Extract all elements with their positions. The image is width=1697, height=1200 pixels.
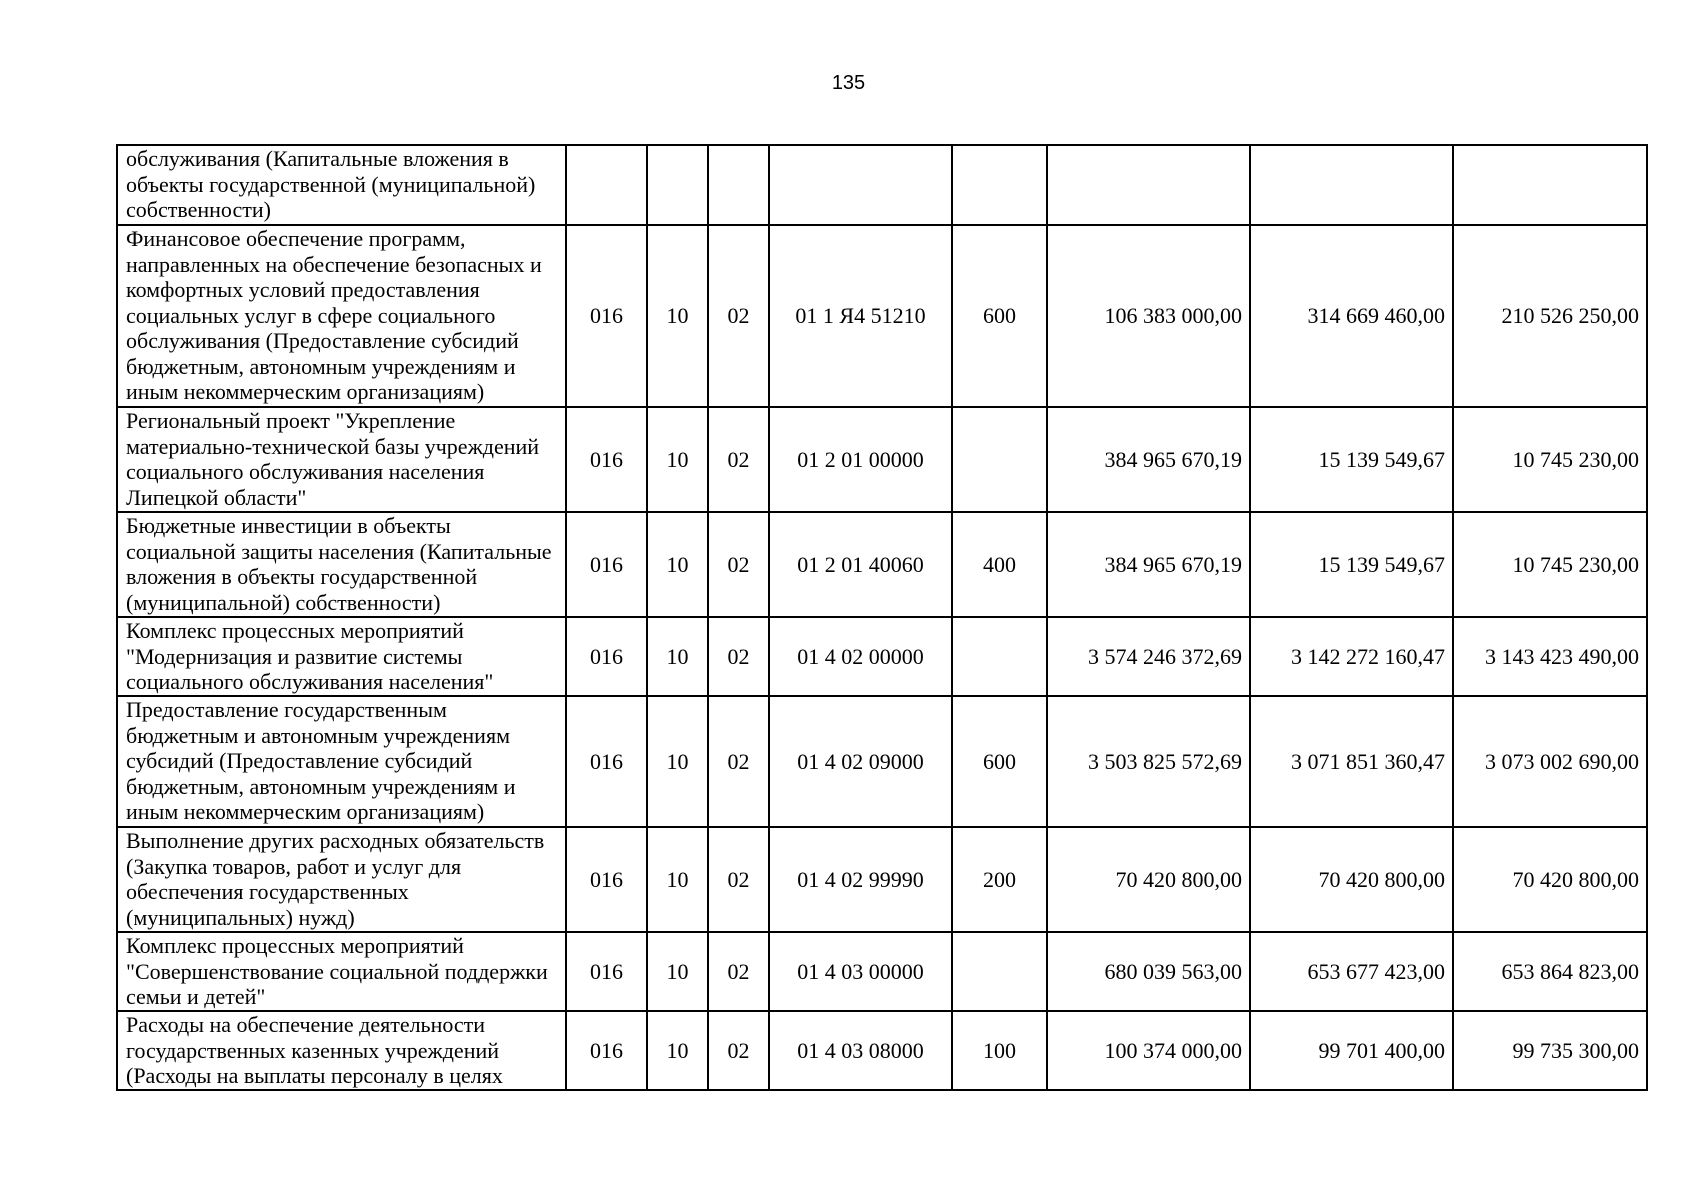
- cell-target-article: 01 4 02 99990: [769, 827, 952, 932]
- table-row: [117, 512, 1647, 617]
- table-row: [117, 145, 1647, 225]
- cell-ministry-code: [566, 145, 647, 225]
- cell-description: Предоставление государственным бюджетным и автономным учреждениям субсидий (Предоставление субсидий бюджетным, автономным учреждениям и иным некоммерческим организациям): [117, 696, 566, 827]
- cell-expense-type: 200: [952, 827, 1047, 932]
- cell-subsection: 02: [708, 696, 769, 827]
- cell-amount-2: [1250, 145, 1453, 225]
- cell-target-article: 01 4 03 00000: [769, 932, 952, 1011]
- cell-section: 10: [647, 617, 708, 696]
- cell-amount-2: 99 701 400,00: [1250, 1011, 1453, 1090]
- cell-amount-3: 3 073 002 690,00: [1453, 696, 1647, 827]
- cell-expense-type: [952, 932, 1047, 1011]
- cell-subsection: 02: [708, 407, 769, 512]
- cell-expense-type: 600: [952, 225, 1047, 407]
- cell-description: Комплекс процессных мероприятий "Модернизация и развитие системы социального обслуживания населения": [117, 617, 566, 696]
- cell-description: Финансовое обеспечение программ, направленных на обеспечение безопасных и комфортных условий предоставления социальных услуг в сфере социального обслуживания (Предоставление субсидий бюджетным, автономным учреждениям и иным некоммерческим организациям): [117, 225, 566, 407]
- cell-section: 10: [647, 827, 708, 932]
- cell-amount-3: 3 143 423 490,00: [1453, 617, 1647, 696]
- cell-expense-type: [952, 617, 1047, 696]
- cell-target-article: 01 1 Я4 51210: [769, 225, 952, 407]
- table-row: [117, 407, 1647, 512]
- cell-amount-2: 15 139 549,67: [1250, 512, 1453, 617]
- cell-amount-3: 70 420 800,00: [1453, 827, 1647, 932]
- cell-target-article: 01 4 02 09000: [769, 696, 952, 827]
- cell-section: 10: [647, 225, 708, 407]
- table-row: [117, 932, 1647, 1011]
- cell-subsection: 02: [708, 512, 769, 617]
- cell-ministry-code: 016: [566, 617, 647, 696]
- cell-amount-2: 314 669 460,00: [1250, 225, 1453, 407]
- cell-subsection: 02: [708, 617, 769, 696]
- table-row: [117, 225, 1647, 407]
- cell-target-article: 01 4 03 08000: [769, 1011, 952, 1090]
- page-number: 135: [831, 72, 866, 94]
- cell-section: 10: [647, 696, 708, 827]
- cell-expense-type: [952, 145, 1047, 225]
- table-row: [117, 696, 1647, 827]
- cell-ministry-code: 016: [566, 696, 647, 827]
- cell-expense-type: 100: [952, 1011, 1047, 1090]
- cell-description: обслуживания (Капитальные вложения в объекты государственной (муниципальной) собственности): [117, 145, 566, 225]
- cell-subsection: [708, 145, 769, 225]
- cell-expense-type: 400: [952, 512, 1047, 617]
- cell-amount-1: 384 965 670,19: [1047, 512, 1250, 617]
- cell-target-article: 01 2 01 00000: [769, 407, 952, 512]
- cell-amount-1: 3 503 825 572,69: [1047, 696, 1250, 827]
- cell-subsection: 02: [708, 225, 769, 407]
- cell-amount-1: 680 039 563,00: [1047, 932, 1250, 1011]
- cell-amount-1: 70 420 800,00: [1047, 827, 1250, 932]
- cell-description: Расходы на обеспечение деятельности государственных казенных учреждений (Расходы на выплаты персоналу в целях: [117, 1011, 566, 1090]
- table-row: [117, 1011, 1647, 1090]
- cell-ministry-code: 016: [566, 827, 647, 932]
- cell-amount-3: 10 745 230,00: [1453, 407, 1647, 512]
- cell-amount-3: 210 526 250,00: [1453, 225, 1647, 407]
- cell-amount-3: 99 735 300,00: [1453, 1011, 1647, 1090]
- cell-amount-1: 384 965 670,19: [1047, 407, 1250, 512]
- cell-amount-1: [1047, 145, 1250, 225]
- table-row: [117, 617, 1647, 696]
- cell-amount-1: 3 574 246 372,69: [1047, 617, 1250, 696]
- cell-description: Выполнение других расходных обязательств (Закупка товаров, работ и услуг для обеспечения государственных (муниципальных) нужд): [117, 827, 566, 932]
- cell-ministry-code: 016: [566, 1011, 647, 1090]
- cell-subsection: 02: [708, 827, 769, 932]
- budget-table: [116, 144, 1648, 1091]
- cell-amount-2: 3 142 272 160,47: [1250, 617, 1453, 696]
- cell-amount-1: 100 374 000,00: [1047, 1011, 1250, 1090]
- cell-amount-1: 106 383 000,00: [1047, 225, 1250, 407]
- cell-ministry-code: 016: [566, 932, 647, 1011]
- cell-amount-3: [1453, 145, 1647, 225]
- cell-expense-type: [952, 407, 1047, 512]
- cell-target-article: 01 4 02 00000: [769, 617, 952, 696]
- cell-section: 10: [647, 512, 708, 617]
- cell-amount-3: 10 745 230,00: [1453, 512, 1647, 617]
- cell-expense-type: 600: [952, 696, 1047, 827]
- cell-section: 10: [647, 1011, 708, 1090]
- cell-amount-2: 70 420 800,00: [1250, 827, 1453, 932]
- cell-target-article: [769, 145, 952, 225]
- cell-amount-2: 3 071 851 360,47: [1250, 696, 1453, 827]
- cell-description: Комплекс процессных мероприятий "Совершенствование социальной поддержки семьи и детей": [117, 932, 566, 1011]
- cell-section: 10: [647, 932, 708, 1011]
- cell-description: Бюджетные инвестиции в объекты социальной защиты населения (Капитальные вложения в объекты государственной (муниципальной) собственности): [117, 512, 566, 617]
- cell-ministry-code: 016: [566, 407, 647, 512]
- cell-amount-3: 653 864 823,00: [1453, 932, 1647, 1011]
- cell-ministry-code: 016: [566, 512, 647, 617]
- cell-section: 10: [647, 407, 708, 512]
- table-row: [117, 827, 1647, 932]
- cell-subsection: 02: [708, 1011, 769, 1090]
- cell-amount-2: 653 677 423,00: [1250, 932, 1453, 1011]
- cell-section: [647, 145, 708, 225]
- cell-description: Региональный проект "Укрепление материально-технической базы учреждений социального обслуживания населения Липецкой области": [117, 407, 566, 512]
- cell-subsection: 02: [708, 932, 769, 1011]
- cell-ministry-code: 016: [566, 225, 647, 407]
- cell-target-article: 01 2 01 40060: [769, 512, 952, 617]
- cell-amount-2: 15 139 549,67: [1250, 407, 1453, 512]
